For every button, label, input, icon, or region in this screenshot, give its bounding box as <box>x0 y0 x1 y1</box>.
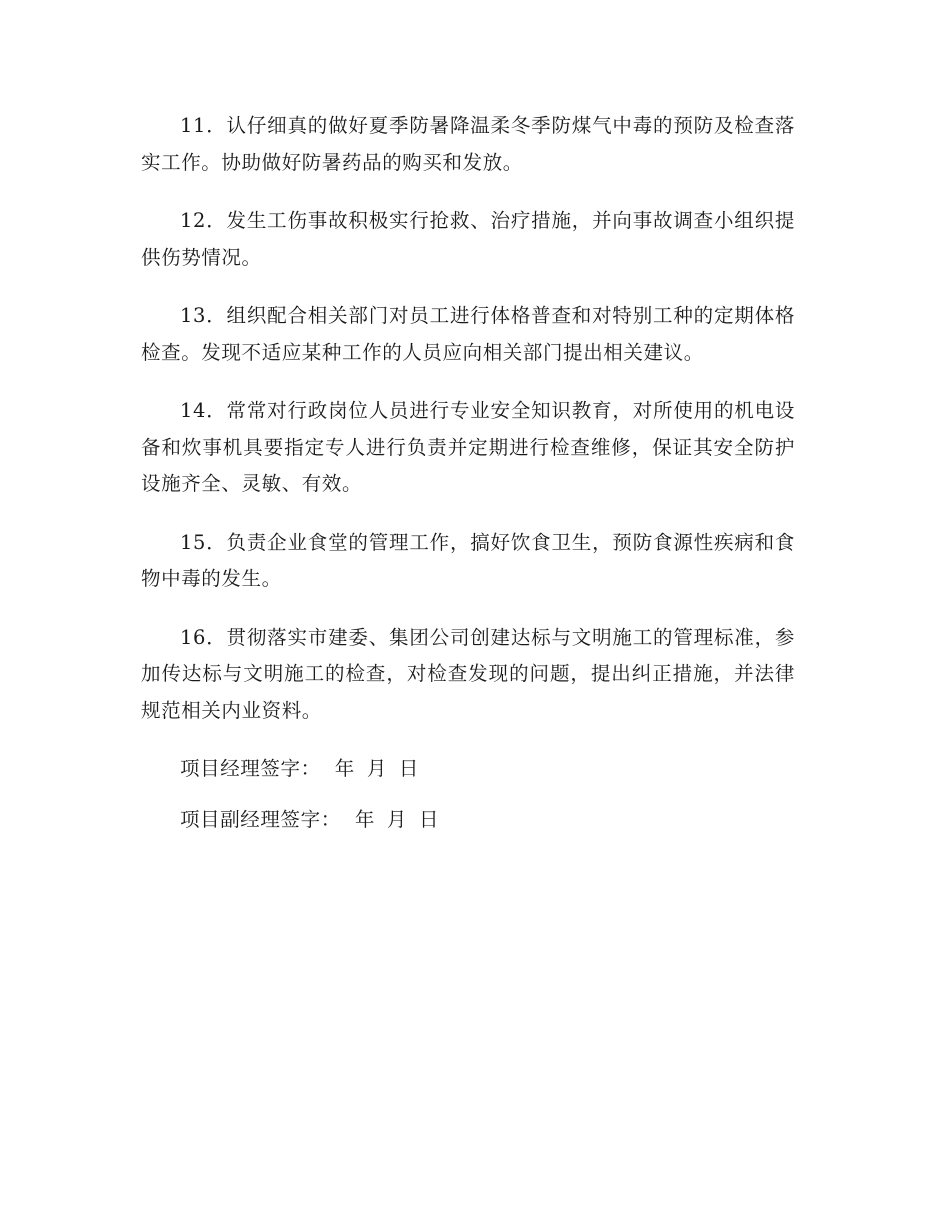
date-year: 年 <box>354 807 375 831</box>
clause-14: 14．常常对行政岗位人员进行专业安全知识教育，对所使用的机电设备和炊事机具要指定专人进行负责并定期进行检查维修，保证其安全防护设施齐全、灵敏、有效。 <box>141 399 795 495</box>
date-year: 年 <box>334 757 355 780</box>
date-month: 月 <box>386 807 408 831</box>
project-manager-signature-line <box>141 751 795 788</box>
clause-13: 13．组织配合相关部门对员工进行体格普查和对特别工种的定期体格检查。发现不适应某种工作的人员应向相关部门提出相关建议。 <box>141 304 795 364</box>
signature-label: 项目副经理签字： <box>180 807 341 831</box>
date-day: 日 <box>419 807 440 831</box>
clause-15: 15．负责企业食堂的管理工作，搞好饮食卫生，预防食源性疾病和食物中毒的发生。 <box>141 530 795 590</box>
document-page <box>141 108 795 852</box>
clause-11: 11．认仔细真的做好夏季防暑降温柔冬季防煤气中毒的预防及检查落实工作。协助做好防暑药品的购买和发放。 <box>141 114 795 174</box>
date-day: 日 <box>398 757 420 780</box>
date-month: 月 <box>366 757 387 780</box>
clause-16: 16．贯彻落实市建委、集团公司创建达标与文明施工的管理标准，参加传达标与文明施工的检查，对检查发现的问题，提出纠正措施，并法律规范相关内业资料。 <box>141 625 795 722</box>
deputy-manager-signature-line <box>141 802 795 839</box>
clause-12: 12．发生工伤事故积极实行抢救、治疗措施，并向事故调查小组织提供伤势情况。 <box>141 209 795 269</box>
signature-label: 项目经理签字： <box>180 757 321 780</box>
